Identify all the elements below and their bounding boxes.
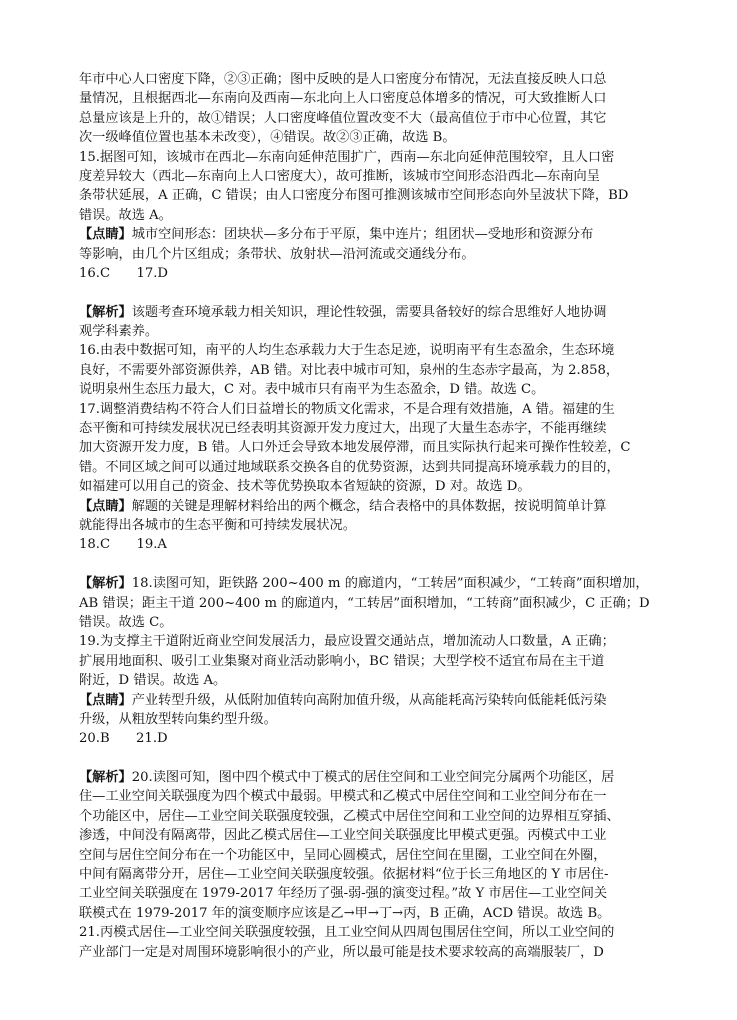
text-line: 渗透，中间没有隔离带，因此乙模式居住—工业空间关联强度比甲模式更强。丙模式中工业 — [79, 828, 607, 844]
text-line: 就能得出各城市的生态平衡和可持续发展状况。 — [79, 517, 356, 533]
section-marker: 【点睛】 — [79, 692, 132, 708]
text-line — [79, 768, 669, 787]
text-line: 观学科素养。 — [79, 324, 159, 340]
text-line: 加大资源开发力度，B 错。人口外迁会导致本地发展停滞，而且实际执行起来可操作性较差，C — [79, 440, 631, 456]
text-line: 产业部门一定是对周围环境影响很小的产业，所以最可能是技术要求较高的高端服装厂，D — [79, 944, 604, 960]
text-line: 20.B 21.D — [79, 731, 168, 747]
text-line: 量情况，且根据西北—东南向及西南—东北向上人口密度总体增多的情况，可大致推断人口 — [79, 91, 607, 107]
text-line: 16.由表中数据可知，南平的人均生态承载力大于生态足迹，说明南平有生态盈余，生态环境 — [79, 343, 615, 359]
blank-line — [79, 555, 669, 574]
text-line: 错。不同区域之间可以通过地域联系交换各自的优势资源，达到共同提高环境承载力的目的， — [79, 459, 620, 475]
section-marker: 【解析】 — [79, 576, 132, 592]
text-line: 19.为支撑主干道附近商业空间发展活力，最应设置交通站点，增加流动人口数量，A 正确； — [79, 634, 615, 650]
text-line: 年市中心人口密度下降，②③正确；图中反映的是人口密度分布情况，无法直接反映人口总 — [79, 72, 607, 87]
text-line: 空间与居住空间分布在一个功能区中，呈同心圆模式，居住空间在里圈，工业空间在外圈， — [79, 847, 607, 863]
text-line: 21.丙模式居住—工业空间关联强度较强，且工业空间从四周包围居住空间，所以工业空间的 — [79, 925, 615, 941]
text-line — [79, 497, 669, 516]
text-line: 态平衡和可持续发展状况已经表明其资源开发力度过大，出现了大量生态赤字，不能再继续 — [79, 421, 607, 437]
text-line — [79, 225, 669, 244]
text-line: 附近，D 错误。故选 A。 — [79, 673, 227, 689]
text-line: 个功能区中，居住—工业空间关联强度较强，乙模式中居住空间和工业空间的边界相互穿插、 — [79, 808, 620, 824]
document-page — [79, 70, 669, 962]
text-line: 中间有隔离带分开，居住—工业空间关联强度较强。依据材料“位于长三角地区的 Y 市居住- — [79, 867, 609, 883]
section-marker: 【解析】 — [79, 770, 132, 786]
blank-line — [79, 283, 669, 302]
text-line: AB 错误；距主干道 200~400 m 的廊道内，“工转居”面积增加，“工转商”面积减少，C 正确；D — [79, 595, 650, 611]
blank-line — [79, 749, 669, 768]
text-line: 错误。故选 C。 — [79, 614, 173, 630]
text-line — [79, 691, 669, 710]
text-line: 错误。故选 A。 — [79, 207, 172, 223]
text-line: 扩展用地面积、吸引工业集聚对商业活动影响小，BC 错误；大型学校不适宜布局在主干道 — [79, 653, 605, 669]
text-line: 说明泉州生态压力最大，C 对。表中城市只有南平为生态盈余，D 错。故选 C。 — [79, 382, 545, 398]
text-line: 度差异较大（西北—东南向上人口密度大），故可推断，该城市空间形态沿西北—东南向呈 — [79, 168, 600, 184]
text-line — [79, 303, 669, 322]
section-marker: 【点睛】 — [79, 498, 132, 514]
line-text: 18.读图可知，距铁路 200~400 m 的廊道内，“工转居”面积减少，“工转商”面积增加， — [131, 576, 649, 592]
line-text: 城市空间形态：团块状—多分布于平原，集中连片；组团状—受地形和资源分布 — [131, 227, 594, 243]
text-line: 升级，从粗放型转向集约型升级。 — [79, 711, 277, 727]
text-line: 16.C 17.D — [79, 265, 168, 281]
text-line: 条带状延展，A 正确，C 错误；由人口密度分布图可推测该城市空间形态向外呈波状下降，BD — [79, 188, 629, 204]
text-line: 次一级峰值位置也基本未改变），④错误。故②③正确，故选 B。 — [79, 130, 456, 146]
line-text: 解题的关键是理解材料给出的两个概念，结合表格中的具体数据，按说明简单计算 — [131, 498, 607, 514]
text-line: 总量应该是上升的，故①错误；人口密度峰值位置改变不大（最高值位于市中心位置，其它 — [79, 110, 607, 126]
text-line: 等影响，由几个片区组成；条带状、放射状—沿河流或交通线分布。 — [79, 246, 475, 262]
section-marker: 【解析】 — [79, 304, 132, 320]
text-line: 18.C 19.A — [79, 537, 167, 553]
text-line: 17.调整消费结构不符合人们日益增长的物质文化需求，不是合理有效措施，A 错。福建的生 — [79, 401, 615, 417]
line-text: 20.读图可知，图中四个模式中丁模式的居住空间和工业空间完分属两个功能区，居 — [131, 770, 615, 786]
text-line — [79, 574, 669, 593]
text-line: 良好，不需要外部资源供养，AB 错。对比表中城市可知，泉州的生态赤字最高，为 2.858， — [79, 362, 620, 378]
text-line: 15.据图可知，该城市在西北—东南向延伸范围扩广，西南—东北向延伸范围较窄，且人口密 — [79, 149, 615, 165]
section-marker: 【点睛】 — [79, 227, 132, 243]
line-text: 产业转型升级，从低附加值转向高附加值升级，从高能耗高污染转向低能耗低污染 — [131, 692, 607, 708]
line-text: 该题考查环境承载力相关知识，理论性较强，需要具备较好的综合思维好人地协调 — [131, 304, 607, 320]
text-line: 如福建可以用自己的资金、技术等优势换取本省短缺的资源，D 对。故选 D。 — [79, 479, 531, 495]
text-line: 住—工业空间关联强度为四个模式中最弱。甲模式和乙模式中居住空间和工业空间分布在一 — [79, 789, 607, 805]
text-line: 联模式在 1979-2017 年的演变顺序应该是乙→甲→丁→丙，B 正确，ACD 错误。故选 B。 — [79, 905, 611, 921]
text-line: 工业空间关联强度在 1979-2017 年经历了强-弱-强的演变过程。”故 Y 市居住—工业空间关 — [79, 886, 608, 902]
